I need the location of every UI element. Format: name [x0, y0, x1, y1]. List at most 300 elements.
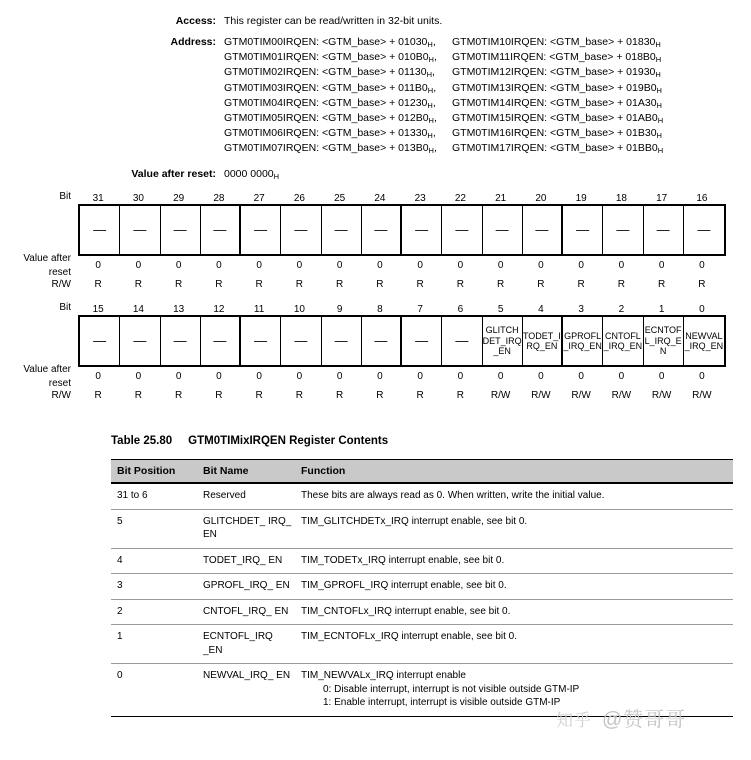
bit-boxes-high [78, 204, 726, 256]
reset-value: 0 [457, 260, 464, 271]
bit-field-cell [281, 317, 321, 365]
bit-number-row-high [0, 188, 751, 204]
address-left-line [224, 111, 452, 126]
address-left-line [224, 65, 452, 80]
rw-value: R/W [490, 390, 511, 401]
bit-label-high: Bit [59, 191, 71, 202]
address-row [0, 35, 751, 157]
address-offset: <GTM_base> + 012B0 [322, 112, 429, 125]
bit-field-cell [281, 206, 321, 254]
rw-value: R [94, 390, 102, 401]
rw-value: R [416, 390, 424, 401]
table-header-row [111, 460, 733, 484]
reset-value: 0 [377, 371, 383, 382]
bit-field-cell [684, 206, 724, 254]
reserved-dash: — [495, 222, 509, 237]
table-row [111, 599, 733, 625]
rw-value: R/W [571, 390, 591, 401]
reset-value: 0 [538, 371, 544, 382]
header-function: Function [295, 460, 733, 484]
reserved-dash: — [334, 333, 348, 348]
bit-field-cell [80, 206, 120, 254]
rw-value: R/W [531, 390, 551, 401]
address-register-name: GTM0TIM03IRQEN: [224, 81, 323, 94]
cell-bit-name: TODET_IRQ_ EN [197, 548, 295, 574]
bit-field-cell [161, 317, 201, 365]
bit-field-cell [80, 317, 120, 365]
reset-value: 0 [135, 260, 142, 271]
rw-value: R [215, 390, 223, 401]
bit-field-cell [523, 206, 563, 254]
address-register-name: GTM0TIM00IRQEN: [224, 36, 323, 48]
reserved-dash: — [455, 222, 469, 237]
access-row [0, 14, 751, 28]
reserved-dash: — [334, 222, 348, 237]
spacer-low [0, 315, 78, 367]
address-offset: <GTM_base> + 013B0 [322, 142, 429, 155]
bit-field-cell: GLITCHDET_IRQ_EN [483, 317, 523, 365]
address-hex-subscript: H [426, 70, 433, 80]
function-text: TIM_ECNTOFLx_IRQ interrupt enable, see bit 0. [301, 631, 518, 642]
address-left-line [224, 81, 452, 96]
bit-field-cell [161, 206, 201, 254]
address-register-name: GTM0TIM11IRQEN: [452, 51, 550, 64]
bit-number: 4 [538, 304, 544, 315]
rw-value: R/W [692, 390, 712, 401]
table-head [111, 460, 733, 484]
address-offset: <GTM_base> + 01AB0 [550, 112, 658, 125]
address-hex-subscript: H [655, 55, 662, 65]
address-separator: , [432, 36, 436, 48]
table-row [111, 574, 733, 600]
rw-value: R [255, 390, 263, 401]
bit-number: 7 [417, 304, 423, 315]
access-value: This register can be read/written in 32-bit units. [224, 15, 443, 27]
address-hex-subscript: H [657, 116, 664, 126]
zhihu-logo-icon: 知乎 [556, 711, 592, 730]
address-separator: , [433, 142, 437, 155]
rw-value: R [376, 390, 384, 401]
reserved-dash: — [576, 222, 590, 237]
rw-value: R [175, 390, 183, 401]
rw-values-low [78, 390, 722, 401]
reset-value: 0 [216, 371, 222, 382]
cell-function [295, 509, 733, 548]
rw-value: R [215, 279, 223, 290]
reserved-dash: — [616, 222, 630, 237]
bit-field-cell [563, 206, 603, 254]
bit-field-cell [442, 317, 482, 365]
bit-number-row-low [0, 299, 751, 315]
table-body [111, 483, 733, 716]
bit-field-cell: TODET_IRQ_EN [523, 317, 563, 365]
bit-field-cell: CNTOFL_IRQ_EN [603, 317, 643, 365]
address-left-line [224, 35, 452, 50]
bit-number: 6 [457, 304, 464, 315]
cell-bit-position: 31 to 6 [111, 483, 197, 509]
spacer-high [0, 204, 78, 256]
value-after-reset-label: Value after reset: [131, 167, 216, 180]
address-hex-subscript: H [427, 85, 434, 95]
address-separator: , [433, 112, 437, 125]
address-offset: <GTM_base> + 01230 [322, 96, 428, 109]
address-hex-subscript: H [428, 146, 434, 156]
reserved-dash: — [697, 222, 711, 237]
bit-number: 1 [658, 304, 665, 315]
reserved-dash: — [93, 222, 107, 237]
address-offset: <GTM_base> + 010B0 [322, 51, 429, 64]
bit-numbers-low [78, 304, 722, 315]
bit-field-cell [402, 206, 442, 254]
bit-field-cell [120, 317, 160, 365]
rw-row-low [0, 386, 751, 405]
address-right-line [452, 81, 680, 96]
address-register-name: GTM0TIM02IRQEN: [224, 66, 323, 79]
reset-value: 0 [658, 371, 665, 382]
cell-bit-position: 1 [111, 625, 197, 664]
reset-value: 0 [618, 260, 625, 271]
bit-label-low: Bit [59, 302, 71, 313]
rw-value: R [94, 279, 102, 290]
bit-number: 25 [334, 193, 346, 204]
cell-bit-name: ECNTOFL_IRQ _EN [197, 625, 295, 664]
table-row [111, 548, 733, 574]
address-register-name: GTM0TIM10IRQEN: [452, 36, 551, 48]
rw-value: R [255, 279, 263, 290]
function-text: TIM_GLITCHDETx_IRQ interrupt enable, see bit 0. [301, 515, 528, 527]
address-separator: , [432, 127, 436, 140]
rw-value: R [295, 390, 303, 401]
bit-number: 17 [656, 193, 668, 204]
address-offset: <GTM_base> + 01BB0 [550, 142, 658, 155]
cell-bit-position: 0 [111, 664, 197, 717]
reset-value: 0 [256, 260, 262, 271]
bit-field-cell [322, 317, 362, 365]
rw-value: R [497, 279, 505, 290]
rw-value: R [336, 279, 344, 290]
function-text: TIM_GPROFL_IRQ interrupt enable, see bit 0. [301, 580, 507, 591]
reserved-dash: — [374, 333, 388, 348]
reset-value: 0 [135, 371, 142, 382]
bit-box-row-low [0, 315, 751, 367]
bit-number: 14 [132, 304, 144, 315]
table-row [111, 509, 733, 548]
reset-value: 0 [377, 260, 383, 271]
address-register-name: GTM0TIM16IRQEN: [452, 127, 551, 140]
cell-bit-name: CNTOFL_IRQ_ EN [197, 599, 295, 625]
value-after-reset-value [220, 167, 279, 182]
address-hex-subscript: H [657, 146, 664, 156]
bit-number: 2 [618, 304, 625, 315]
reserved-dash: — [455, 333, 469, 348]
bit-number: 31 [92, 193, 104, 204]
cell-bit-name: GPROFL_IRQ_ EN [197, 574, 295, 600]
header-bit-position: Bit Position [111, 460, 197, 484]
bit-field-cell [644, 206, 684, 254]
rw-value: R [336, 390, 344, 401]
cell-function [295, 483, 733, 509]
reset-value: 0 [699, 260, 705, 271]
rw-value: R/W [611, 390, 632, 401]
bit-field-cell [362, 317, 402, 365]
value-after-reset-row [0, 167, 751, 182]
reset-value: 0 [296, 260, 303, 271]
address-offset: <GTM_base> + 01930 [550, 66, 656, 79]
address-offset: <GTM_base> + 01830 [550, 36, 656, 48]
cell-bit-name: GLITCHDET_ IRQ_ EN [197, 509, 295, 548]
bit-field-cell [483, 206, 523, 254]
bit-number: 26 [293, 193, 305, 204]
reset-value: 0 [336, 260, 343, 271]
bitfield-table-high [0, 188, 751, 294]
cell-function [295, 548, 733, 574]
address-left-line [224, 126, 452, 141]
access-label: Access: [175, 15, 216, 27]
bit-field-cell: ECNTOFL_IRQ_EN [644, 317, 684, 365]
bit-number: 15 [92, 304, 104, 315]
bit-field-cell: NEWVAL_IRQ_EN [684, 330, 724, 351]
bit-field-cell [322, 206, 362, 254]
address-separator: , [433, 51, 437, 64]
address-hex-subscript: H [656, 100, 662, 110]
address-register-name: GTM0TIM05IRQEN: [224, 112, 323, 125]
reserved-dash: — [254, 222, 268, 237]
reserved-dash: — [173, 333, 187, 348]
function-option-line: 1: Enable interrupt, interrupt is visible outside GTM-IP [323, 697, 561, 708]
register-contents-table [111, 459, 733, 717]
bit-box-row-high [0, 204, 751, 256]
reset-hex: 0000 0000 [224, 167, 274, 180]
table-caption-number: Table 25.80 [111, 435, 173, 447]
address-right-line [452, 35, 680, 50]
reserved-dash: — [656, 222, 670, 237]
address-hex-subscript: H [655, 70, 661, 80]
reset-value: 0 [618, 371, 625, 382]
rw-value: R [134, 390, 142, 401]
bit-number: 19 [575, 193, 587, 204]
cell-function [295, 664, 733, 717]
bit-number: 10 [293, 304, 305, 315]
rw-value: R/W [651, 390, 672, 401]
bit-number: 16 [696, 193, 708, 204]
address-hex-subscript: H [656, 85, 662, 95]
bit-number: 29 [173, 193, 185, 204]
address-hex-subscript: H [427, 100, 433, 110]
rw-values-high [78, 279, 722, 290]
reset-values-low [78, 371, 722, 382]
address-right-line [452, 141, 680, 156]
address-grid [220, 35, 680, 157]
watermark-username: @赞哥哥 [602, 709, 687, 731]
address-hex-subscript: H [427, 131, 433, 141]
rw-row-high [0, 275, 751, 294]
reset-value: 0 [216, 260, 222, 271]
table-caption [111, 435, 388, 447]
address-register-name: GTM0TIM13IRQEN: [452, 81, 551, 94]
rw-value: R [416, 279, 424, 290]
address-hex-subscript: H [428, 116, 434, 126]
address-separator: , [433, 81, 437, 94]
reset-values-high [78, 260, 722, 271]
rw-value: R [537, 279, 545, 290]
reset-value: 0 [497, 371, 504, 382]
reserved-dash: — [213, 333, 227, 348]
address-hex-subscript: H [427, 40, 433, 49]
address-hex-subscript: H [428, 55, 434, 65]
address-label: Address: [170, 36, 216, 48]
rw-value: R [658, 279, 666, 290]
rw-value: R [617, 279, 625, 290]
reset-value: 0 [256, 371, 262, 382]
reset-hex-subscript: H [273, 171, 280, 181]
reset-value: 0 [699, 371, 705, 382]
reserved-dash: — [415, 222, 429, 237]
bit-field-cell [120, 206, 160, 254]
cell-function [295, 625, 733, 664]
address-offset: <GTM_base> + 01030 [322, 36, 428, 48]
function-text: These bits are always read as 0. When written, write the initial value. [301, 490, 605, 501]
cell-bit-position: 4 [111, 548, 197, 574]
reset-value-row-low [0, 363, 751, 389]
rw-value: R [175, 279, 183, 290]
cell-bit-position: 2 [111, 599, 197, 625]
bit-field-cell [362, 206, 402, 254]
address-column-right [452, 35, 680, 157]
function-text: TIM_TODETx_IRQ interrupt enable, see bit 0. [301, 554, 505, 566]
register-meta-block [0, 14, 751, 184]
address-register-name: GTM0TIM12IRQEN: [452, 66, 551, 79]
address-offset: <GTM_base> + 011B0 [322, 81, 428, 94]
bit-field-cell [241, 206, 281, 254]
reserved-dash: — [133, 333, 147, 348]
reset-value: 0 [417, 260, 423, 271]
table-row [111, 625, 733, 664]
bit-field-cell [603, 206, 643, 254]
address-offset: <GTM_base> + 01A30 [550, 96, 657, 109]
table-row [111, 664, 733, 717]
bit-number: 20 [535, 193, 547, 204]
address-left-line [224, 96, 452, 111]
address-register-name: GTM0TIM04IRQEN: [224, 96, 323, 109]
reset-row-label-low: Value after reset [23, 363, 71, 389]
reset-value: 0 [658, 260, 665, 271]
cell-bit-name: NEWVAL_IRQ_ EN [197, 664, 295, 717]
address-register-name: GTM0TIM06IRQEN: [224, 127, 323, 140]
address-left-line [224, 141, 452, 156]
reset-value: 0 [497, 260, 504, 271]
bit-number: 3 [578, 304, 584, 315]
bit-number: 11 [253, 304, 265, 315]
reset-value: 0 [95, 371, 101, 382]
address-register-name: GTM0TIM07IRQEN: [224, 142, 323, 155]
bit-field-cell [241, 317, 281, 365]
function-text: TIM_NEWVALx_IRQ interrupt enable [301, 670, 466, 681]
address-right-line [452, 126, 680, 141]
cell-function [295, 574, 733, 600]
rw-value: R [698, 279, 706, 290]
reset-value: 0 [175, 260, 182, 271]
rw-value: R [456, 390, 464, 401]
reset-value: 0 [578, 260, 584, 271]
bit-number: 18 [615, 193, 627, 204]
address-offset: <GTM_base> + 018B0 [549, 51, 656, 64]
reserved-dash: — [254, 333, 268, 348]
bit-boxes-low [78, 315, 726, 367]
reserved-dash: — [535, 222, 549, 237]
address-right-line [452, 96, 680, 111]
reset-value: 0 [296, 371, 303, 382]
address-offset: <GTM_base> + 01130 [322, 66, 427, 79]
address-offset: <GTM_base> + 01B30 [550, 127, 657, 140]
address-separator: , [432, 66, 435, 79]
cell-bit-name: Reserved [197, 483, 295, 509]
bitfield-table-low [0, 299, 751, 405]
reserved-dash: — [133, 222, 147, 237]
bit-number: 28 [213, 193, 225, 204]
reset-value: 0 [417, 371, 423, 382]
address-register-name: GTM0TIM14IRQEN: [452, 96, 551, 109]
rw-value: R [577, 279, 585, 290]
bit-number: 23 [414, 193, 426, 204]
header-bit-name: Bit Name [197, 460, 295, 484]
reset-value: 0 [457, 371, 464, 382]
reserved-dash: — [93, 333, 107, 348]
bit-field-cell [201, 317, 241, 365]
address-register-name: GTM0TIM15IRQEN: [452, 112, 551, 125]
reset-value: 0 [578, 371, 584, 382]
address-right-line [452, 65, 680, 80]
address-offset: <GTM_base> + 019B0 [550, 81, 657, 94]
bit-number: 21 [495, 193, 507, 204]
rw-value: R [134, 279, 142, 290]
bit-number: 8 [377, 304, 383, 315]
address-separator: , [432, 96, 436, 109]
cell-bit-position: 3 [111, 574, 197, 600]
address-right-line [452, 111, 680, 126]
reset-row-label-high: Value after reset [23, 252, 71, 278]
bit-number: 24 [374, 193, 386, 204]
address-left-line [224, 50, 452, 65]
reset-value-row-high [0, 252, 751, 278]
bit-field-cell [402, 317, 442, 365]
function-option-line: 0: Disable interrupt, interrupt is not visible outside GTM-IP [323, 683, 580, 695]
bit-number: 0 [699, 304, 705, 315]
bit-field-cell [201, 206, 241, 254]
address-register-name: GTM0TIM17IRQEN: [452, 142, 551, 155]
bit-numbers-high [78, 193, 722, 204]
bit-number: 5 [497, 304, 504, 315]
reserved-dash: — [415, 333, 429, 348]
address-hex-subscript: H [656, 131, 662, 141]
address-register-name: GTM0TIM01IRQEN: [224, 51, 323, 64]
rw-row-label-high: R/W [51, 278, 71, 290]
reset-value: 0 [175, 371, 182, 382]
bit-number: 13 [173, 304, 185, 315]
cell-bit-position: 5 [111, 509, 197, 548]
bit-number: 30 [132, 193, 144, 204]
address-column-left [224, 35, 452, 157]
reset-value: 0 [95, 260, 101, 271]
rw-row-label-low: R/W [51, 389, 71, 401]
rw-value: R [456, 279, 464, 290]
table-row [111, 483, 733, 509]
rw-value: R [295, 279, 303, 290]
reserved-dash: — [173, 222, 187, 237]
reserved-dash: — [374, 222, 388, 237]
rw-value: R [376, 279, 384, 290]
table-caption-title: GTM0TIMixIRQEN Register Contents [188, 435, 389, 447]
reserved-dash: — [213, 222, 227, 237]
